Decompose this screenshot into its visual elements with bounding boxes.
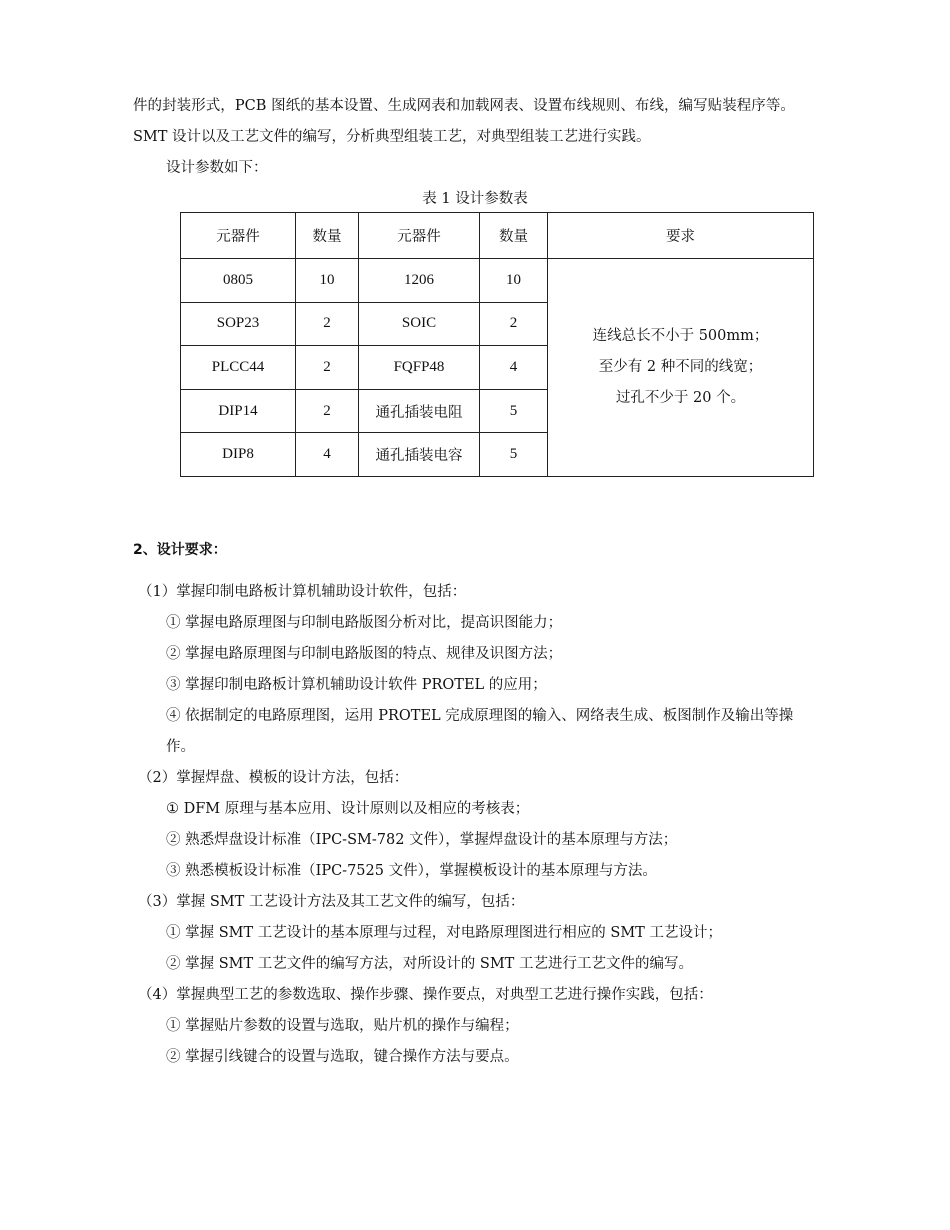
list-item: ① 掌握贴片参数的设置与选取，贴片机的操作与编程； xyxy=(166,1018,519,1034)
component-cell: 通孔插装电阻 xyxy=(359,389,480,433)
requirement-line: 过孔不少于 20 个。 xyxy=(615,389,746,406)
quantity-cell: 2 xyxy=(480,302,548,346)
component-cell: SOIC xyxy=(359,302,480,346)
component-cell: 1206 xyxy=(359,259,480,303)
list-item: ② 掌握 SMT 工艺文件的编写方法，对所设计的 SMT 工艺进行工艺文件的编写。 xyxy=(166,956,693,972)
quantity-cell: 4 xyxy=(480,346,548,390)
list-item: ① 掌握电路原理图与印制电路版图分析对比，提高识图能力； xyxy=(166,615,563,631)
table-caption: 表 1 设计参数表 xyxy=(422,191,528,207)
list-item: ③ 掌握印制电路板计算机辅助设计软件 PROTEL 的应用； xyxy=(166,677,547,693)
header-quantity-1: 数量 xyxy=(296,213,359,259)
intro-paragraph-line-1: 件的封装形式，PCB 图纸的基本设置、生成网表和加载网表、设置布线规则、布线，编写贴装程序等。 xyxy=(133,98,795,114)
quantity-cell: 10 xyxy=(480,259,548,303)
component-cell: DIP8 xyxy=(181,433,296,477)
list-item: ③ 熟悉模板设计标准（IPC-7525 文件），掌握模板设计的基本原理与方法。 xyxy=(166,863,657,879)
quantity-cell: 4 xyxy=(296,433,359,477)
table-header-row xyxy=(181,213,814,259)
requirement-group-2: （2）掌握焊盘、模板的设计方法，包括： xyxy=(138,770,409,786)
list-item: ② 熟悉焊盘设计标准（IPC-SM-782 文件），掌握焊盘设计的基本原理与方法； xyxy=(166,832,678,848)
requirement-group-1: （1）掌握印制电路板计算机辅助设计软件，包括： xyxy=(138,584,467,600)
design-parameter-table xyxy=(180,212,814,477)
quantity-cell: 5 xyxy=(480,389,548,433)
list-item-continuation: 作。 xyxy=(166,739,195,755)
quantity-cell: 5 xyxy=(480,433,548,477)
list-item: ④ 依据制定的电路原理图，运用 PROTEL 完成原理图的输入、网络表生成、板图制作及输出等操 xyxy=(166,708,794,724)
requirement-group-3: （3）掌握 SMT 工艺设计方法及其工艺文件的编写，包括： xyxy=(138,894,525,910)
design-params-intro: 设计参数如下： xyxy=(166,160,268,176)
list-item: ② 掌握引线键合的设置与选取，键合操作方法与要点。 xyxy=(166,1049,519,1065)
component-cell: 0805 xyxy=(181,259,296,303)
header-component-2: 元器件 xyxy=(359,213,480,259)
quantity-cell: 2 xyxy=(296,346,359,390)
list-item: ① 掌握 SMT 工艺设计的基本原理与过程，对电路原理图进行相应的 SMT 工艺设计； xyxy=(166,925,722,941)
header-quantity-2: 数量 xyxy=(480,213,548,259)
list-item: ① DFM 原理与基本应用、设计原则以及相应的考核表； xyxy=(166,801,530,817)
quantity-cell: 2 xyxy=(296,302,359,346)
component-cell: FQFP48 xyxy=(359,346,480,390)
requirement-line: 至少有 2 种不同的线宽； xyxy=(598,358,763,375)
table-row xyxy=(181,259,814,303)
requirements-cell xyxy=(548,259,814,477)
quantity-cell: 10 xyxy=(296,259,359,303)
intro-paragraph-line-2: SMT 设计以及工艺文件的编写，分析典型组装工艺，对典型组装工艺进行实践。 xyxy=(133,129,651,145)
requirement-group-4: （4）掌握典型工艺的参数选取、操作步骤、操作要点，对典型工艺进行操作实践，包括： xyxy=(138,987,713,1003)
quantity-cell: 2 xyxy=(296,389,359,433)
requirement-line: 连线总长不小于 500mm； xyxy=(592,327,769,344)
component-cell: SOP23 xyxy=(181,302,296,346)
component-cell: PLCC44 xyxy=(181,346,296,390)
header-requirements: 要求 xyxy=(548,213,814,259)
section-2-heading: 2、设计要求： xyxy=(133,542,227,558)
header-component-1: 元器件 xyxy=(181,213,296,259)
component-cell: 通孔插装电容 xyxy=(359,433,480,477)
list-item: ② 掌握电路原理图与印制电路版图的特点、规律及识图方法； xyxy=(166,646,563,662)
component-cell: DIP14 xyxy=(181,389,296,433)
